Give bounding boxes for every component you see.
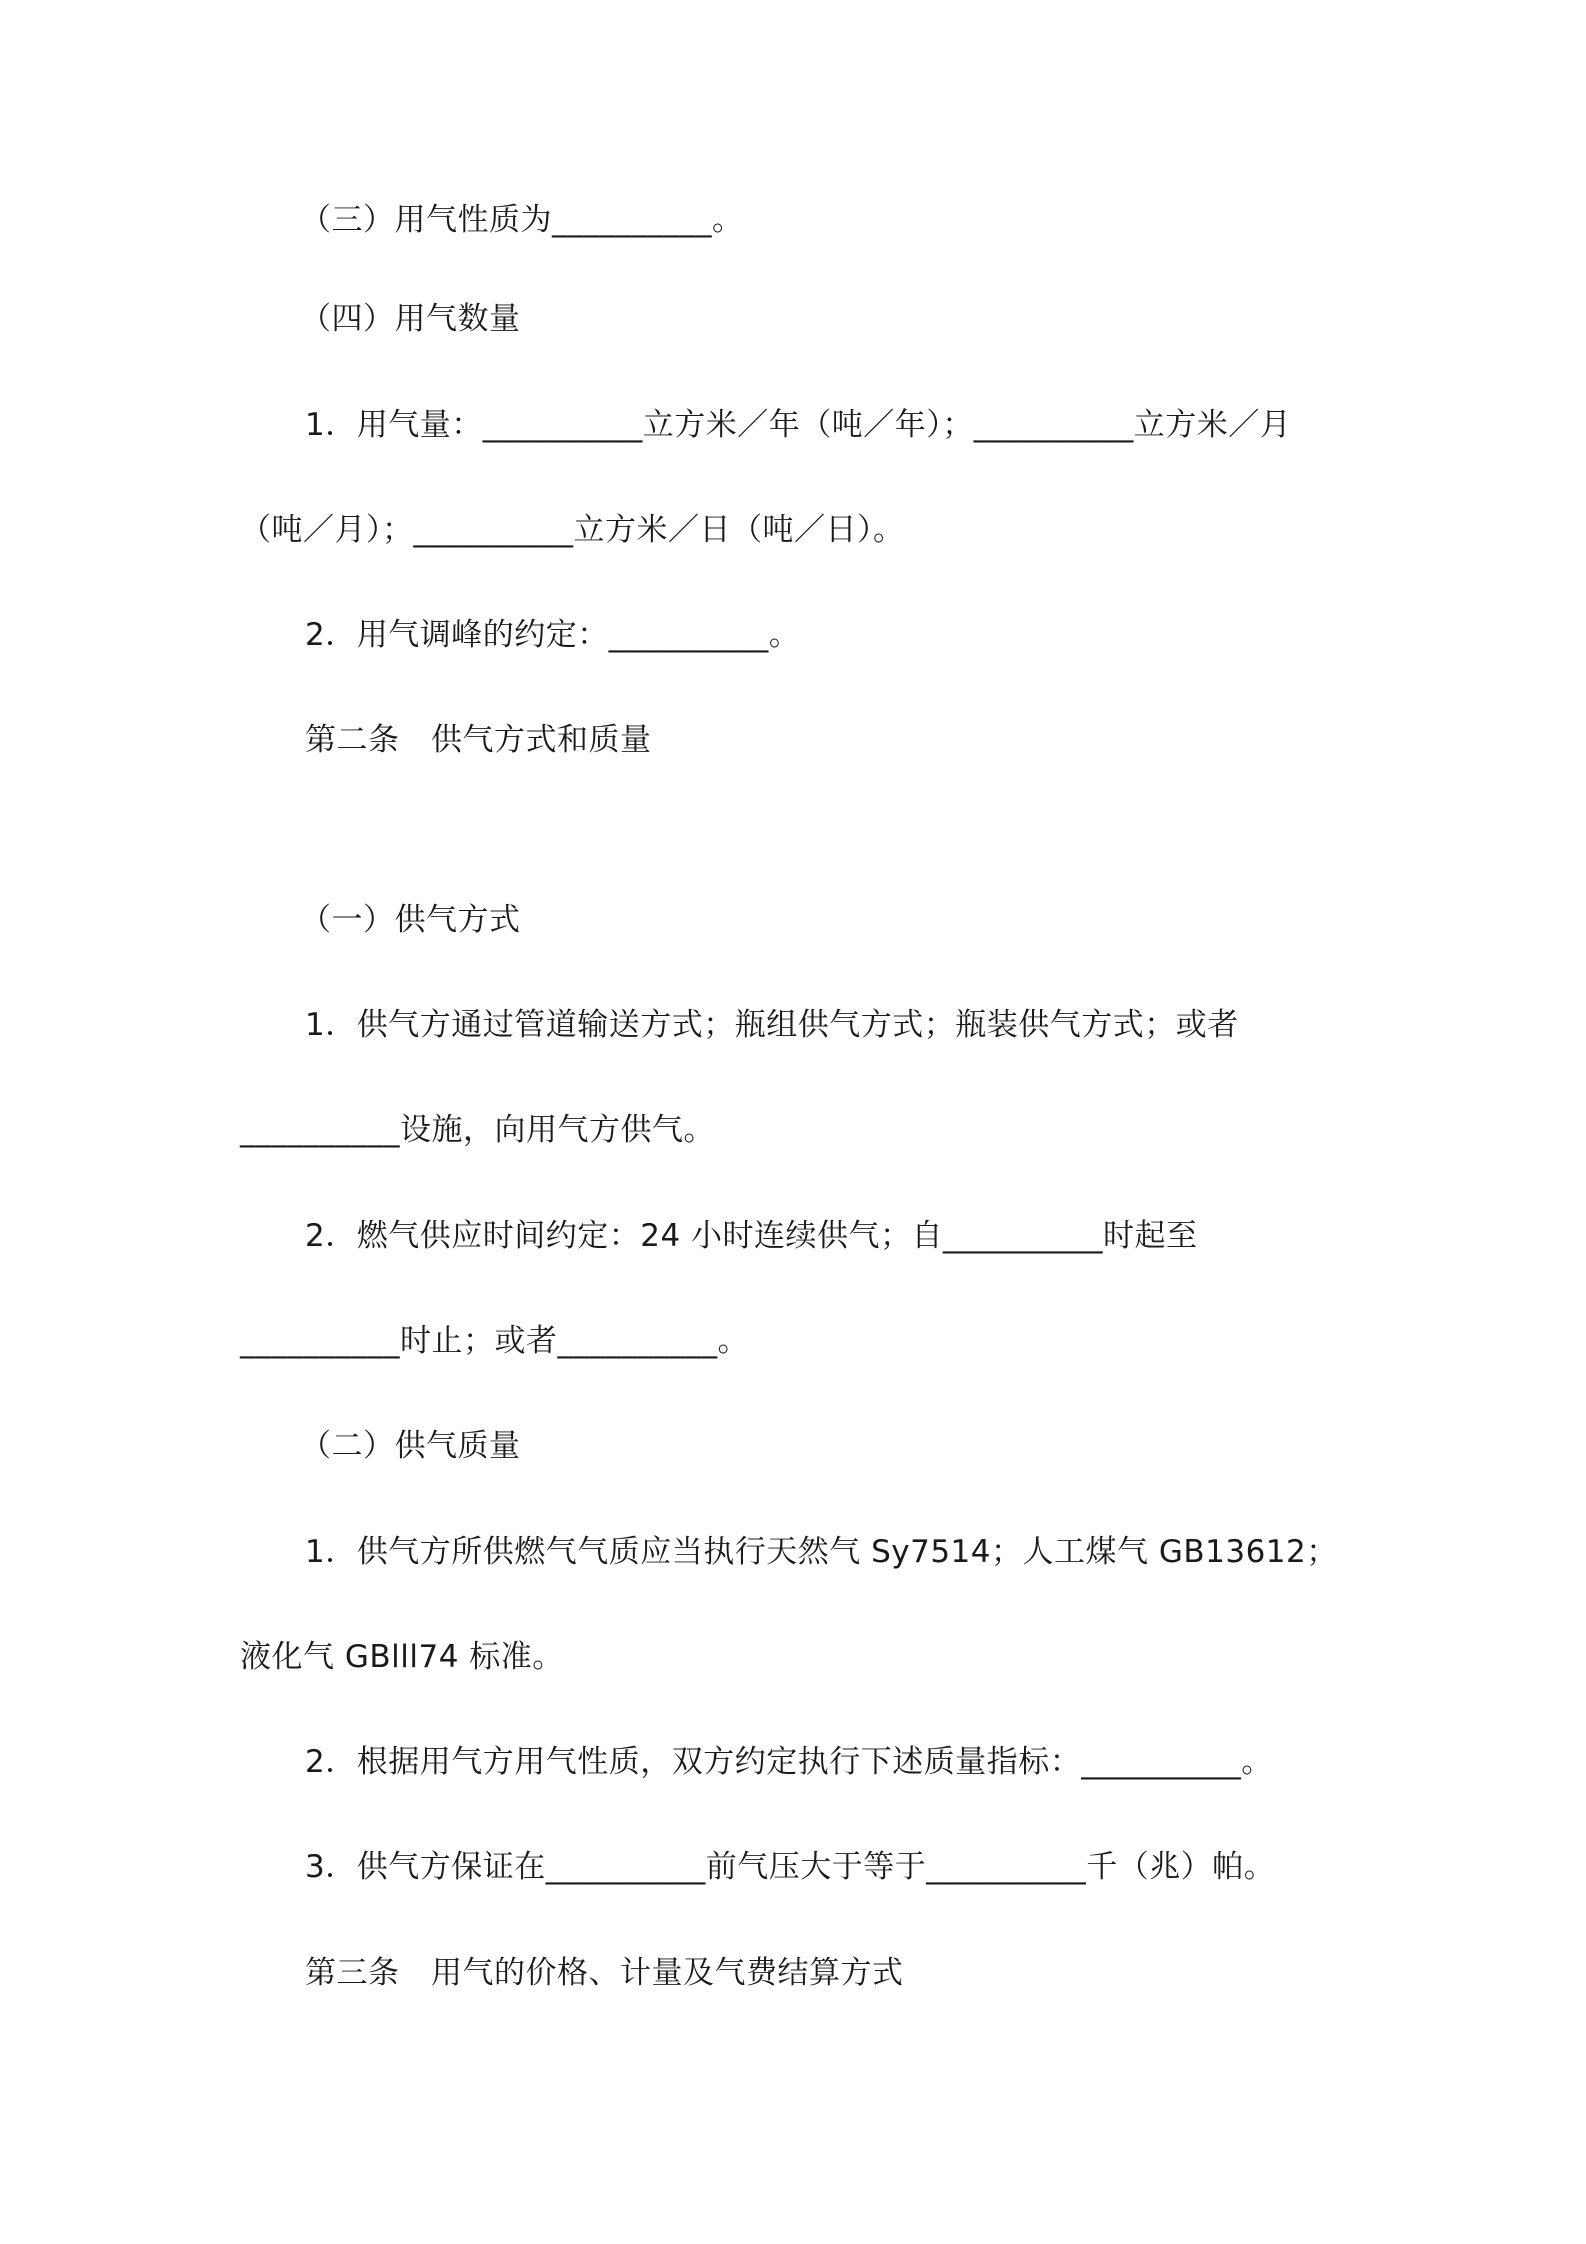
item-supply-time: 2．燃气供应时间约定：24 小时连续供气；自__________时起至 (305, 1218, 1198, 1254)
item-pressure: 3．供气方保证在__________前气压大于等于__________千（兆）帕。 (305, 1849, 1276, 1885)
article-two-heading: 第二条 供气方式和质量 (305, 722, 652, 758)
section-gas-quantity-heading: （四）用气数量 (300, 301, 521, 337)
item-gas-volume: 1．用气量：__________立方米／年（吨／年）；__________立方米／月 (305, 407, 1292, 443)
item-quality-standard-cont: 液化气 GBlll74 标准。 (240, 1639, 564, 1675)
item-peak-shaving: 2．用气调峰的约定：__________。 (305, 617, 801, 653)
section-supply-method-heading: （一）供气方式 (300, 902, 521, 938)
article-three-heading: 第三条 用气的价格、计量及气费结算方式 (305, 1955, 904, 1991)
item-supply-time-cont: __________时止；或者__________。 (240, 1323, 749, 1359)
item-gas-volume-cont: （吨／月）；__________立方米／日（吨／日）。 (240, 512, 905, 548)
item-supply-method-cont: __________设施，向用气方供气。 (240, 1112, 715, 1148)
section-gas-nature: （三）用气性质为__________。 (300, 202, 744, 238)
item-supply-method: 1．供气方通过管道输送方式；瓶组供气方式；瓶装供气方式；或者 (305, 1007, 1239, 1043)
section-supply-quality-heading: （二）供气质量 (300, 1428, 521, 1464)
item-quality-index: 2．根据用气方用气性质，双方约定执行下述质量指标：__________。 (305, 1744, 1273, 1780)
item-quality-standard: 1．供气方所供燃气气质应当执行天然气 Sy7514；人工煤气 GB13612； (305, 1534, 1338, 1570)
